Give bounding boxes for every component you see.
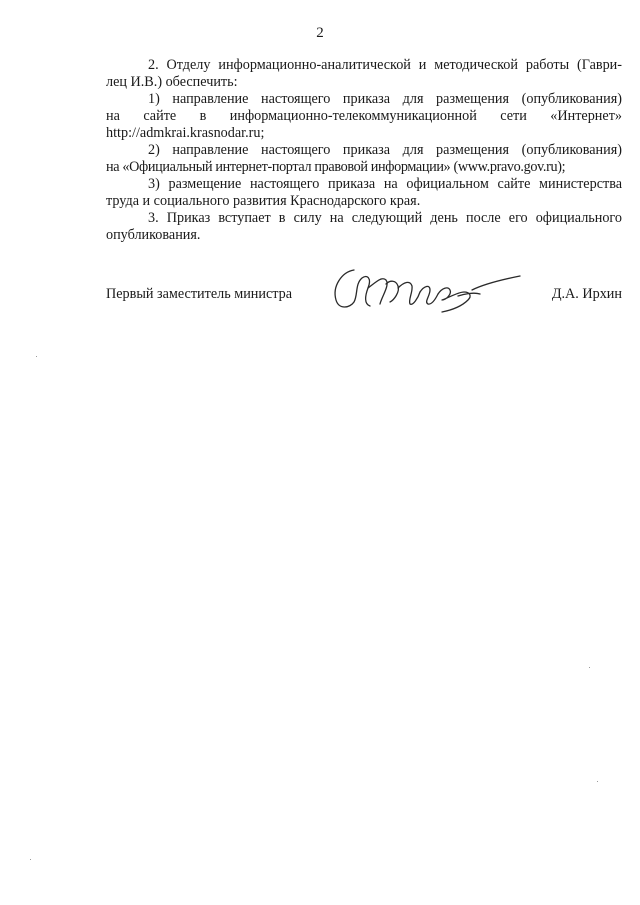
scan-speck — [597, 781, 598, 782]
paragraph-2 — [106, 57, 622, 91]
paragraph-3-line-2: опубликования. — [106, 227, 201, 243]
scan-speck — [30, 859, 31, 860]
paragraph-3-line-1: 3. Приказ вступает в силу на следующий день после его официального — [148, 210, 622, 226]
paragraph-2-line-2: лец И.В.) обеспечить: — [106, 74, 238, 90]
scan-speck — [589, 667, 590, 668]
page-number: 2 — [316, 25, 324, 41]
handwritten-signature — [324, 258, 524, 318]
paragraph-2-line-1: 2. Отделу информационно-аналитической и методической работы (Гаври- — [148, 57, 622, 73]
paragraph-2-item-2-line-1: 2) направление настоящего приказа для размещения (опубликования) — [148, 142, 622, 158]
paragraph-3 — [106, 210, 622, 244]
paragraph-2-item-1-line-2: на сайте в информационно-телекоммуникационной сети «Интернет» — [106, 108, 622, 124]
paragraph-2-item-1-line-3: http://admkrai.krasnodar.ru; — [106, 125, 265, 141]
signature-block — [106, 286, 622, 306]
paragraph-2-item-2 — [106, 142, 622, 176]
paragraph-2-item-1 — [106, 91, 622, 142]
order-body — [106, 57, 622, 244]
paragraph-2-item-3 — [106, 176, 622, 210]
signer-name: Д.А. Ирхин — [551, 286, 622, 302]
paragraph-2-item-1-line-1: 1) направление настоящего приказа для размещения (опубликования) — [148, 91, 622, 107]
paragraph-2-item-3-line-2: труда и социального развития Краснодарского края. — [106, 193, 421, 209]
signer-title: Первый заместитель министра — [106, 286, 293, 302]
scan-speck — [36, 356, 37, 357]
paragraph-2-item-2-line-2: на «Официальный интернет-портал правовой информации» (www.pravo.gov.ru); — [106, 159, 566, 175]
paragraph-2-item-3-line-1: 3) размещение настоящего приказа на официальном сайте министерства — [148, 176, 622, 192]
